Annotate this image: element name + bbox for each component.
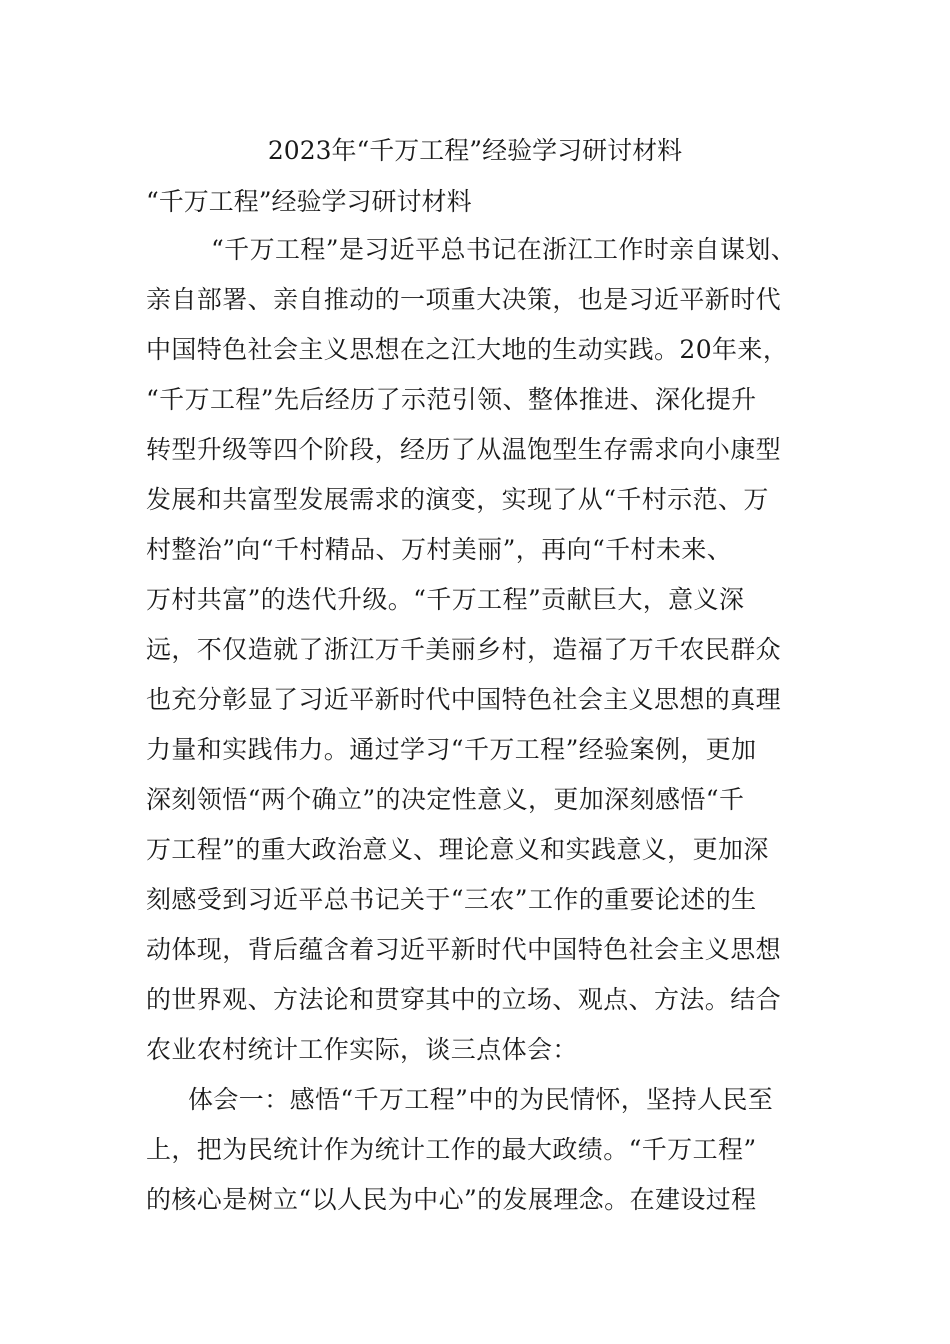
paragraph-line: 村整治”向“千村精品、万村美丽”，再向“千村未来、 <box>146 535 733 564</box>
paragraph-line: 发展和共富型发展需求的演变，实现了从“千村示范、万 <box>146 485 769 514</box>
paragraph-line: 万村共富”的迭代升级。“千万工程”贡献巨大，意义深 <box>146 585 745 614</box>
paragraph-line: 远，不仅造就了浙江万千美丽乡村，造福了万千农民群众 <box>146 635 782 664</box>
paragraph-line: “千万工程”先后经历了示范引领、整体推进、深化提升 <box>146 385 757 414</box>
paragraph-line: 深刻领悟“两个确立”的决定性意义，更加深刻感悟“千 <box>146 785 745 814</box>
paragraph-line: “千万工程”是习近平总书记在浙江工作时亲自谋划、 <box>211 235 797 264</box>
paragraph-line: 刻感受到习近平总书记关于“三农”工作的重要论述的生 <box>146 885 757 914</box>
paragraph-line: 体会一：感悟“千万工程”中的为民情怀，坚持人民至 <box>188 1085 774 1114</box>
paragraph-line: 的世界观、方法论和贯穿其中的立场、观点、方法。结合 <box>146 985 782 1014</box>
document-body <box>146 230 846 1230</box>
paragraph-line: 的核心是树立“以人民为中心”的发展理念。在建设过程 <box>146 1185 757 1214</box>
paragraph-line: 农业农村统计工作实际，谈三点体会： <box>146 1035 578 1064</box>
paragraph-line: 动体现，背后蕴含着习近平新时代中国特色社会主义思想 <box>146 935 782 964</box>
paragraph-line: 也充分彰显了习近平新时代中国特色社会主义思想的真理 <box>146 685 782 714</box>
paragraph-line: 力量和实践伟力。通过学习“千万工程”经验案例，更加 <box>146 735 757 764</box>
paragraph-line: 万工程”的重大政治意义、理论意义和实践意义，更加深 <box>146 835 769 864</box>
paragraph-line: 中国特色社会主义思想在之江大地的生动实践。20年来， <box>146 335 789 364</box>
document-subtitle: “千万工程”经验学习研讨材料 <box>146 187 472 216</box>
paragraph-line: 上，把为民统计作为统计工作的最大政绩。“千万工程” <box>146 1135 757 1164</box>
paragraph-line: 转型升级等四个阶段，经历了从温饱型生存需求向小康型 <box>146 435 782 464</box>
paragraph-line: 亲自部署、亲自推动的一项重大决策，也是习近平新时代 <box>146 285 782 314</box>
document-title: 2023年“千万工程”经验学习研讨材料 <box>267 136 683 165</box>
